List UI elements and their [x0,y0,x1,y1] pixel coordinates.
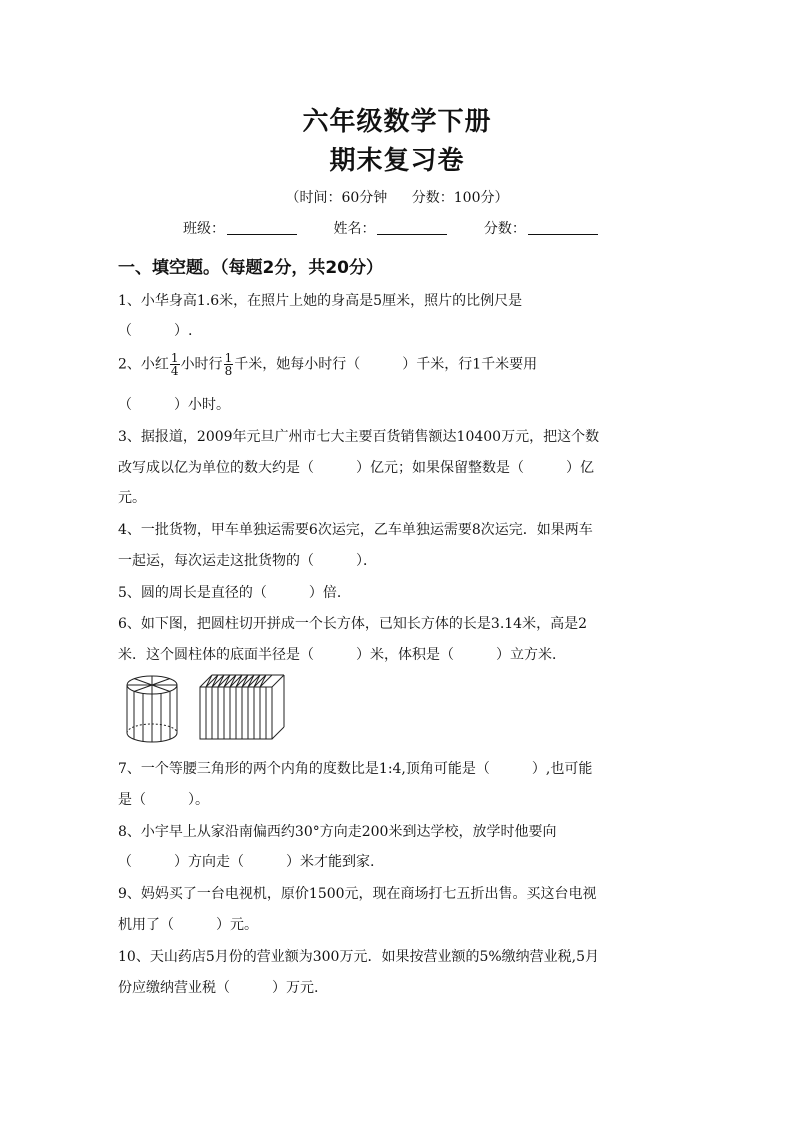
q9-line2: 机用了（ ）元。 [118,917,258,933]
q6-line1: 6、如下图，把圆柱切开拼成一个长方体，已知长方体的长是3.14米，高是2 [118,616,587,632]
cylinder-cuboid-figure [124,673,304,745]
q7-line1: 7、一个等腰三角形的两个内角的度数比是1:4,顶角可能是（ ）,也可能 [118,761,593,777]
q2-line1 [118,352,537,377]
score-field[interactable] [484,218,598,238]
q5-line1: 5、圆的周长是直径的（ ）倍． [118,585,351,601]
student-info [183,218,598,238]
q8-line1: 8、小宇早上从家沿南偏西约30°方向走200米到达学校，放学时他要向 [118,824,557,840]
q4-line1: 4、一批货物，甲车单独运需要6次运完，乙车单独运需要8次运完．如果两车 [118,522,593,538]
exam-meta [0,187,794,207]
q2-line2: （ ）小时。 [118,397,230,413]
q3-line2: 改写成以亿为单位的数大约是（ ）亿元；如果保留整数是（ ）亿 [118,460,594,476]
page-title: 六年级数学下册 [302,107,492,137]
rearranged-cuboid-icon [200,675,284,739]
q2-text-c: 千米，她每小时行（ ）千米，行1千米要用 [234,356,538,373]
class-blank[interactable] [227,220,297,235]
score-blank[interactable] [528,220,598,235]
cylinder-sliced-icon [127,676,177,742]
q10-line1: 10、天山药店5月份的营业额为300万元．如果按营业额的5%缴纳营业税,5月 [118,949,600,965]
q10-line2: 份应缴纳营业税（ ）万元. [118,980,319,996]
q3-line1: 3、据报道，2009年元旦广州市七大主要百货销售额达10400万元，把这个数 [118,429,600,445]
fraction-one-quarter: $\frac{1}{4}$ [170,351,179,378]
q4-line2: 一起运，每次运走这批货物的（ ）． [118,553,377,569]
q2-text-b: 小时行 [180,356,223,373]
name-label: 姓名： [333,221,376,237]
total-score: 分数：100分） [411,190,509,206]
fraction-one-eighth: $\frac{1}{8}$ [224,351,233,378]
section-heading: 一、填空题。（每题2分，共20分） [118,258,383,278]
q1-line1: 1、小华身高1.6米，在照片上她的身高是5厘米，照片的比例尺是 [118,293,523,309]
q6-line2: 米．这个圆柱体的底面半径是（ ）米，体积是（ ）立方米． [118,647,566,663]
class-field[interactable] [183,218,297,238]
page-subtitle: 期末复习卷 [329,146,465,176]
q9-line1: 9、妈妈买了一台电视机，原价1500元，现在商场打七五折出售。买这台电视 [118,886,597,902]
class-label: 班级： [183,221,225,237]
score-label: 分数： [483,221,526,237]
q8-line2: （ ）方向走（ ）米才能到家. [118,854,375,870]
time-limit: （时间：60分钟 [285,190,388,206]
q2-text-a: 2、小红 [118,356,169,373]
q3-line3: 元。 [118,490,146,506]
q7-line2: 是（ ）。 [118,792,209,808]
name-blank[interactable] [377,220,447,235]
name-field[interactable] [333,218,447,238]
q1-line2: （ ）. [118,323,193,339]
